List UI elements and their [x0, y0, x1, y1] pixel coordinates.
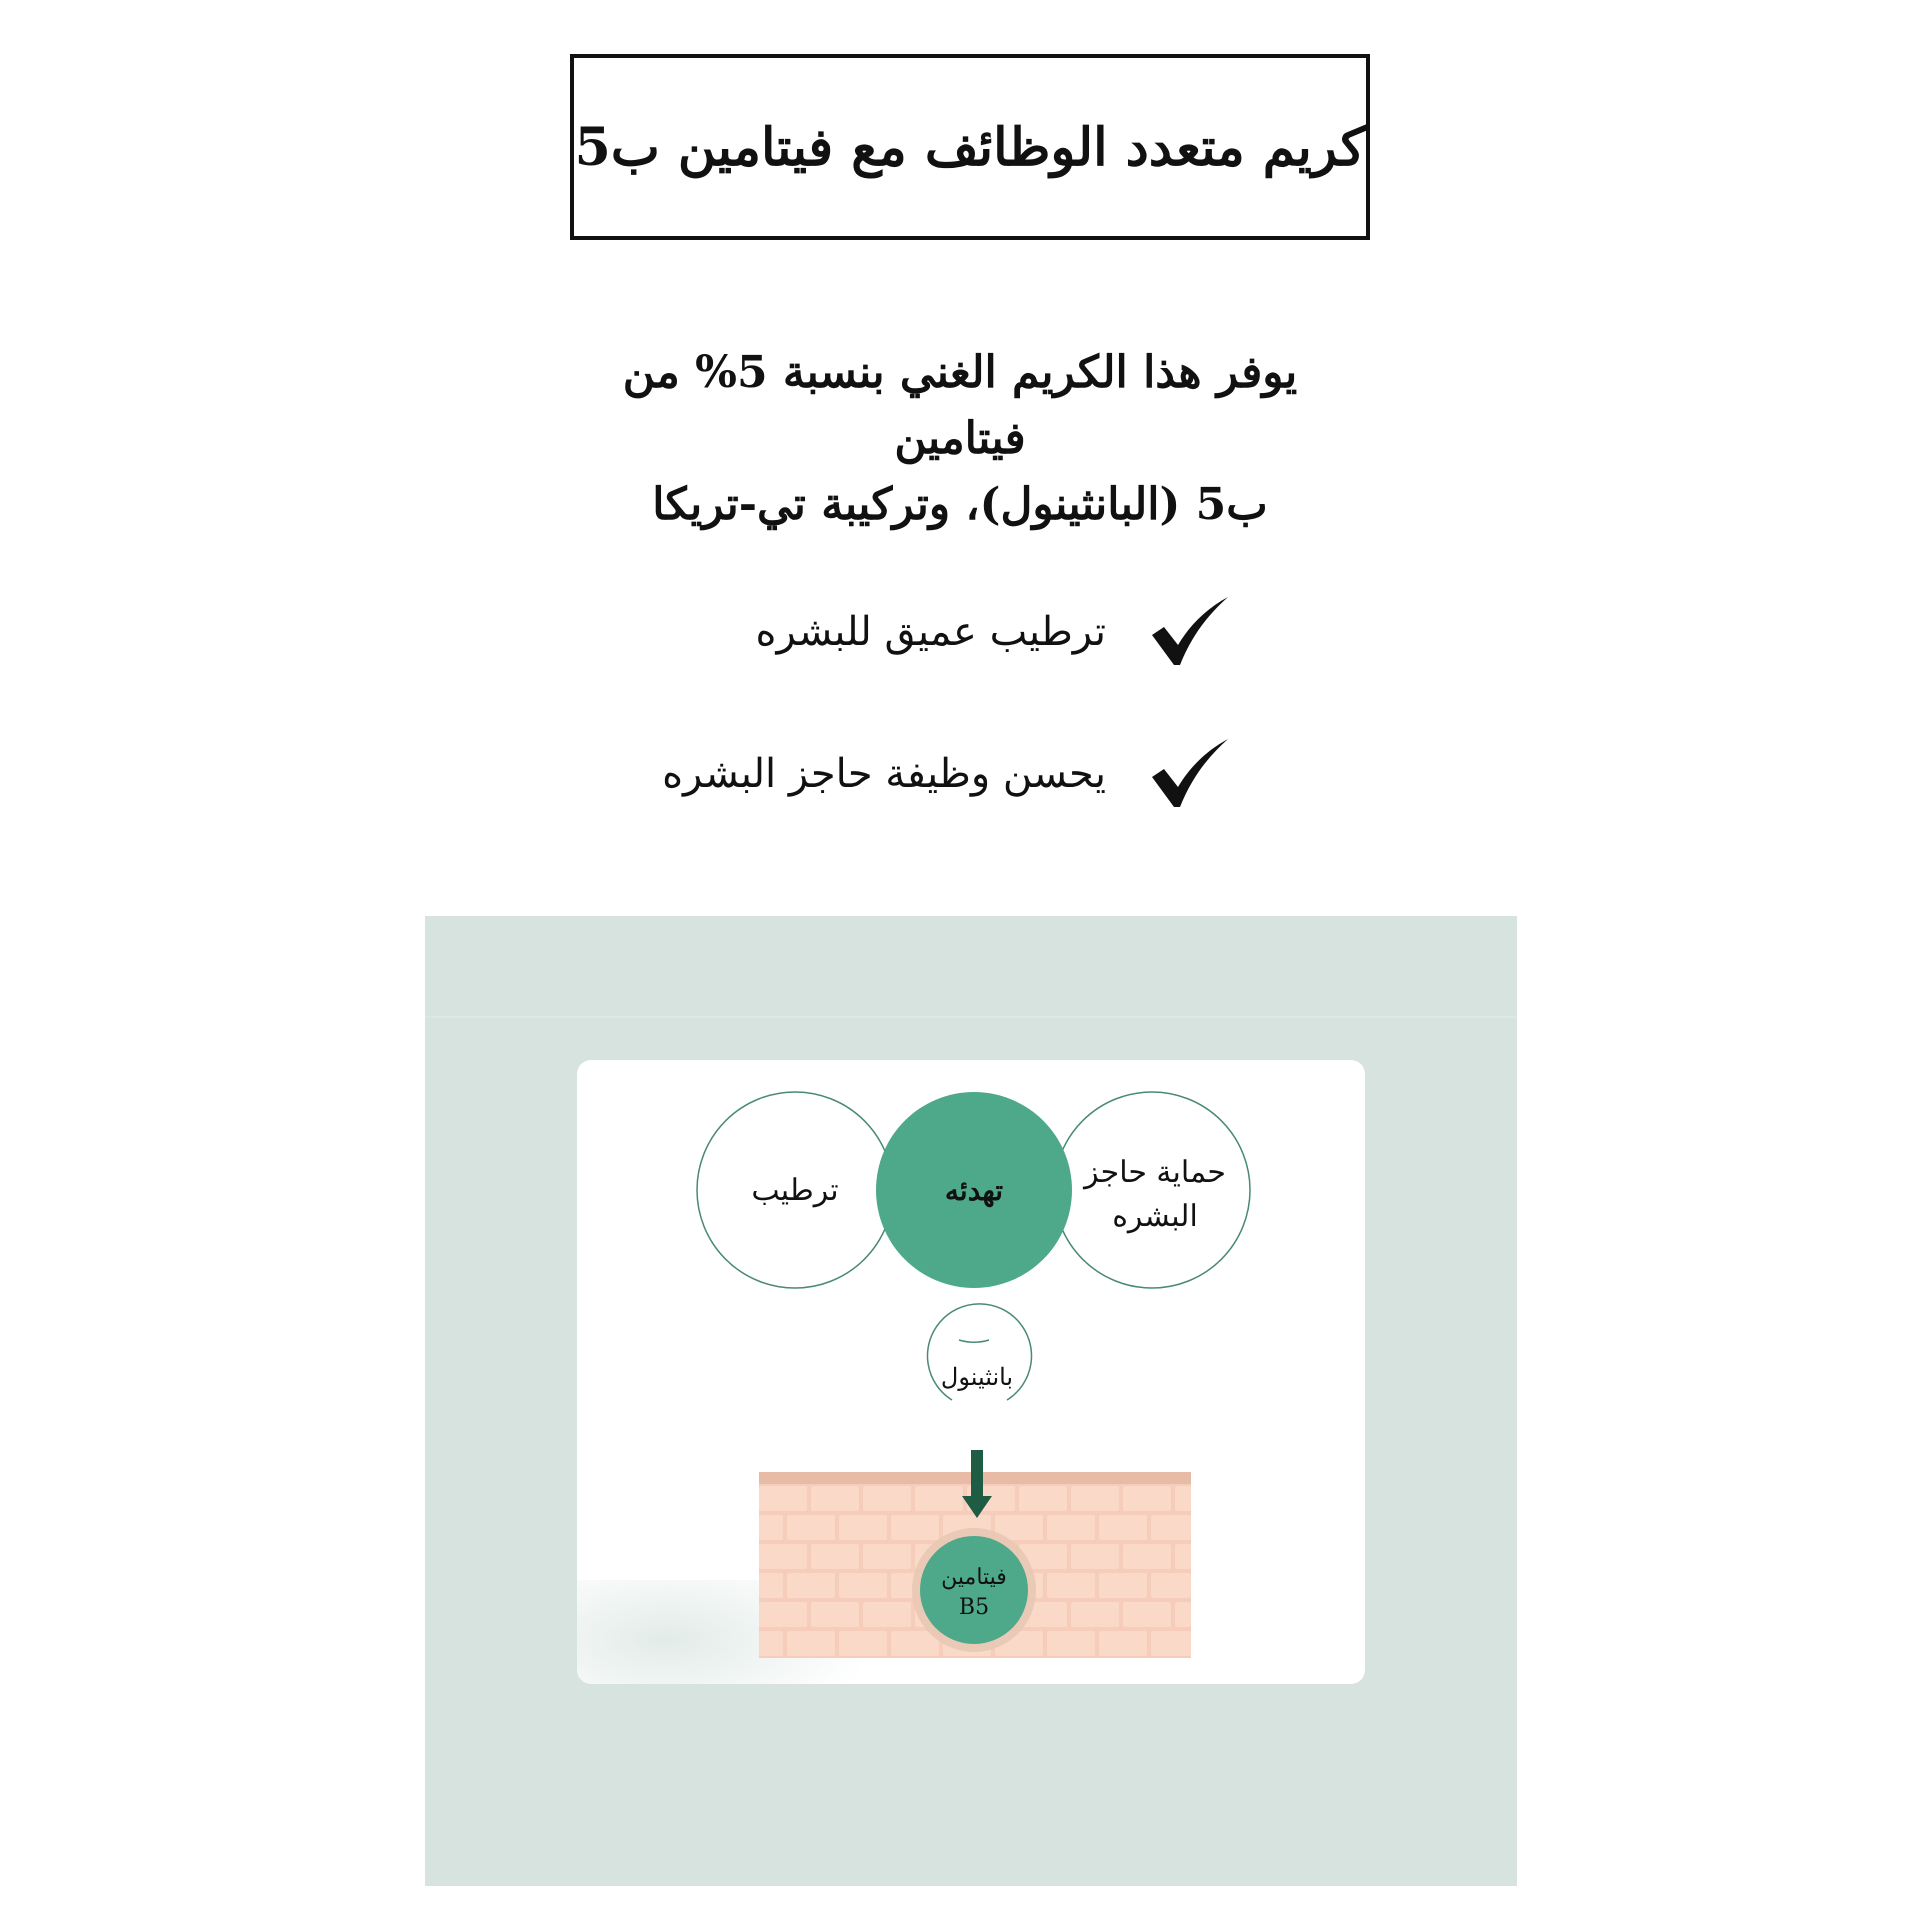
skin-cell: [1123, 1544, 1171, 1569]
skin-cell: [759, 1544, 807, 1569]
skin-cell: [1151, 1573, 1191, 1598]
barrier-circle: [1054, 1092, 1250, 1288]
skin-cell: [1047, 1573, 1095, 1598]
skin-cell: [1071, 1602, 1119, 1627]
skin-cell: [863, 1544, 911, 1569]
barrier-label-line-1: حماية حاجز: [1084, 1155, 1226, 1190]
divider: [425, 1016, 1517, 1018]
skin-cell: [1151, 1515, 1191, 1540]
skin-cell: [1175, 1602, 1191, 1627]
vitamin-label-line-1: فيتامين: [941, 1565, 1007, 1590]
feature-text: ترطيب عميق للبشره: [755, 609, 1106, 655]
soothing-label: تهدئه: [944, 1174, 1004, 1207]
skin-cell: [759, 1602, 807, 1627]
skin-cell: [1123, 1486, 1171, 1511]
hydration-label: ترطيب: [751, 1173, 839, 1208]
check-icon: [1150, 739, 1230, 809]
intro-line-1: يوفر هذا الكريم الغني بنسبة 5% من فيتامين: [622, 347, 1298, 464]
skin-cell: [839, 1573, 887, 1598]
intro-line-2: ب5 (البانثينول)، وتركيبة تي-تريكا: [652, 479, 1268, 530]
skin-cell: [1047, 1631, 1095, 1656]
skin-cell: [1123, 1602, 1171, 1627]
skin-cell: [1071, 1544, 1119, 1569]
skin-cell: [839, 1631, 887, 1656]
skin-cell: [759, 1486, 807, 1511]
feature-text: يحسن وظيفة حاجز البشره: [662, 751, 1106, 797]
skin-cell: [811, 1486, 859, 1511]
skin-cell: [1151, 1631, 1191, 1656]
skin-cell: [1175, 1544, 1191, 1569]
skin-cell: [787, 1515, 835, 1540]
benefits-diagram: [577, 1060, 1365, 1684]
check-icon: [1150, 597, 1230, 667]
skin-cell: [863, 1602, 911, 1627]
skin-cell: [759, 1573, 783, 1598]
skin-cell: [891, 1515, 939, 1540]
penetration-arrow-shaft: [971, 1450, 983, 1498]
page-title: كريم متعدد الوظائف مع فيتامين ب5: [574, 116, 1366, 178]
skin-cell: [759, 1631, 783, 1656]
barrier-label-line-2: البشره: [1112, 1199, 1198, 1234]
skin-cell: [1099, 1573, 1147, 1598]
skin-cell: [1175, 1486, 1191, 1511]
skin-cell: [759, 1515, 783, 1540]
feature-item-hydration: [756, 592, 1230, 672]
skin-cell: [915, 1486, 963, 1511]
feature-item-barrier: [662, 734, 1230, 814]
skin-cell: [1047, 1515, 1095, 1540]
skin-cell: [1019, 1486, 1067, 1511]
skin-cell: [787, 1631, 835, 1656]
skin-cell: [1099, 1515, 1147, 1540]
diagram-card: [577, 1060, 1365, 1684]
skin-cell: [811, 1602, 859, 1627]
skin-cell: [811, 1544, 859, 1569]
vitamin-label-line-2: B5: [958, 1595, 990, 1620]
skin-cell: [787, 1573, 835, 1598]
skin-cell: [839, 1515, 887, 1540]
intro-paragraph: [560, 340, 1360, 538]
skin-cell: [1071, 1486, 1119, 1511]
ingredient-label: بانثينول: [940, 1363, 1014, 1391]
skin-cell: [1099, 1631, 1147, 1656]
vitamin-circle: [920, 1536, 1028, 1644]
ingredient-circle-top: [959, 1340, 989, 1342]
title-box: [570, 54, 1370, 240]
product-illustration: [425, 916, 1517, 1886]
skin-cell: [863, 1486, 911, 1511]
